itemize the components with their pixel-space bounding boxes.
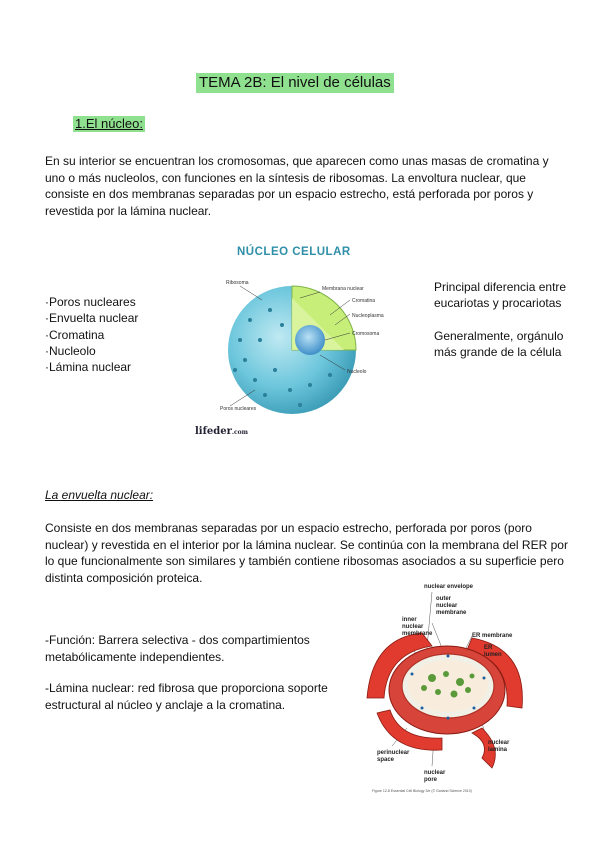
list-item: ·Poros nucleares (45, 295, 136, 309)
label-pore-1: nuclear (424, 770, 446, 776)
label-er-lumen-1: ER (484, 645, 493, 651)
label-membrana: Membrana nuclear (322, 286, 364, 292)
nuclear-envelope-illustration (362, 578, 542, 796)
list-item: ·Cromatina (45, 327, 105, 342)
label-outer-3: membrane (436, 610, 467, 616)
paragraph-envuelta: Consiste en dos membranas separadas por un espacio estrecho, perforada por poros (poro nuclear) y revestida en el interior por la lámina nuclear. Se continúa con la membrana del RER por lo que funcionalmente son similares y también contiene ribosomas asociados a su superficie pero distinta composición proteica. (45, 521, 568, 585)
section-heading-envuelta: La envuelta nuclear: (45, 488, 154, 502)
side-note-difference: Principal diferencia entre eucariotas y procariotas (434, 280, 567, 311)
side-note (434, 279, 584, 360)
label-inner-1: inner (402, 617, 417, 623)
paragraph-lamina: -Lámina nuclear: red fibrosa que proporciona soporte estructural al núcleo y anclaje a la cromatina. (45, 681, 328, 712)
paragraph-nucleo: En su interior se encuentran los cromosomas, que aparecen como unas masas de cromatina y uno o más nucleolos, con funciones en la síntesis de ribosomas. La envoltura nuclear, que consiste en dos membranas separadas por un espacio estrecho, está perforada por poros y revestida por la lámina nuclear. (45, 154, 549, 218)
label-cromosoma: Cromosoma (352, 331, 380, 337)
label-perinuclear-2: space (377, 757, 395, 763)
figure-title: NÚCLEO CELULAR (237, 246, 351, 258)
label-lamina-1: nuclear (488, 740, 510, 746)
label-pore-2: pore (424, 777, 438, 783)
component-list (45, 294, 138, 375)
label-er-membrane: ER membrane (472, 633, 513, 639)
list-item: ·Envuelta nuclear (45, 311, 139, 326)
paragraph-funcion: -Función: Barrera selectiva - dos compartimientos metabólicamente independientes. (45, 633, 310, 664)
nucleus-illustration (200, 270, 430, 430)
list-item: ·Lámina nuclear (45, 360, 132, 375)
figure-caption: Figure 12-8 Essential Cell Biology 3/e (© Garland Science 2010) (372, 789, 472, 793)
label-inner-3: membrane (402, 631, 433, 637)
label-nucleolo: Nucleolo (347, 369, 367, 375)
label-perinuclear-1: perinuclear (377, 750, 410, 756)
label-outer-1: outer (436, 596, 451, 602)
label-ribosoma: Ribosoma (226, 280, 249, 286)
side-note-size: Generalmente, orgánulo más grande de la célula (434, 328, 564, 359)
section-heading-nucleo: 1.El núcleo: (75, 116, 143, 131)
label-nucleoplasma: Nucleoplasma (352, 313, 384, 319)
figure-credit: lifeder.com (195, 426, 248, 437)
label-nuclear-envelope: nuclear envelope (424, 584, 474, 590)
label-lamina-2: lamina (488, 747, 508, 753)
label-outer-2: nuclear (436, 603, 458, 609)
list-item: ·Nucleolo (45, 343, 96, 358)
label-poros: Poros nucleares (220, 406, 257, 412)
page-title: TEMA 2B: El nivel de células (196, 73, 394, 93)
label-inner-2: nuclear (402, 624, 424, 630)
label-cromatina: Cromatina (352, 298, 376, 304)
nucleolus-shape (295, 325, 325, 355)
label-er-lumen-2: lumen (484, 652, 502, 658)
